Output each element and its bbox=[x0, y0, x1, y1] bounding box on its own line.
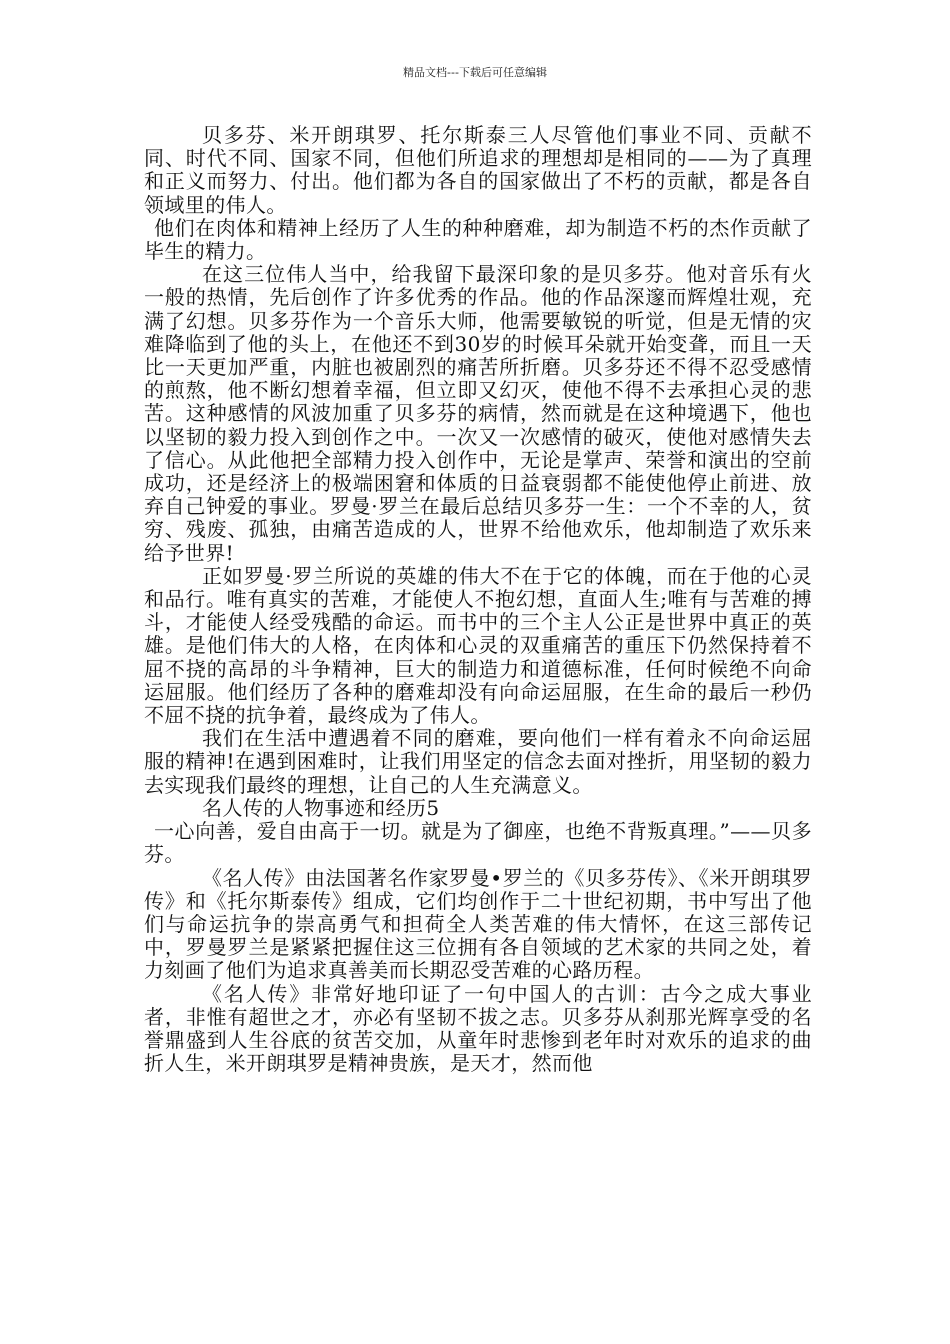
paragraph-quote: 一心向善，爱自由高于一切。就是为了御座，也绝不背叛真理。”——贝多芬。 bbox=[144, 819, 812, 867]
section-heading: 名人传的人物事迹和经历5 bbox=[202, 795, 440, 820]
paragraph-intro: 贝多芬、米开朗琪罗、托尔斯泰三人尽管他们事业不同、贡献不同、时代不同、国家不同，但他们所追求的理想却是相同的——为了真理和正义而努力、付出。他们都为各自的国家做出了不朽的贡献，都是各自领域里的伟人。 bbox=[144, 123, 812, 217]
page-header: 精品文档---下载后可任意编辑 bbox=[403, 66, 547, 79]
paragraph-beethoven: 在这三位伟人当中，给我留下最深印象的是贝多芬。他对音乐有火一般的热情，先后创作了许多优秀的作品。他的作品深邃而辉煌壮观，充满了幻想。贝多芬作为一个音乐大师，他需要敏锐的听觉，但是无情的灾难降临到了他的头上，在他还不到30岁的时候耳朵就开始变聋，而且一天比一天更加严重，内脏也被剧烈的痛苦所折磨。贝多芬还不得不忍受感情的煎熬，他不断幻想着幸福，但立即又幻灭，使他不得不去承担心灵的悲苦。这种感情的风波加重了贝多芬的病情，然而就是在这种境遇下，他也以坚韧的毅力投入到创作之中。一次又一次感情的破灭，使他对感情失去了信心。从此他把全部精力投入创作中，无论是掌声、荣誉和演出的空前成功，还是经济上的极端困窘和体质的日益衰弱都不能使他停止前进、放弃自己钟爱的事业。罗曼·罗兰在最后总结贝多芬一生：一个不幸的人，贫穷、残废、孤独，由痛苦造成的人，世界不给他欢乐，他却制造了欢乐来给予世界! bbox=[144, 262, 812, 565]
paragraph-reflection: 我们在生活中遭遇着不同的磨难，要向他们一样有着永不向命运屈服的精神!在遇到困难时，让我们用坚定的信念去面对挫折，用坚韧的毅力去实现我们最终的理想，让自己的人生充满意义。 bbox=[144, 726, 812, 797]
paragraph-heroes: 正如罗曼·罗兰所说的英雄的伟大不在于它的体魄，而在于他的心灵和品行。唯有真实的苦难，才能使人不抱幻想，直面人生;唯有与苦难的搏斗，才能使人经受残酷的命运。而书中的三个主人公正是世界中真正的英雄。是他们伟大的人格，在肉体和心灵的双重痛苦的重压下仍然保持着不屈不挠的高昂的斗争精神，巨大的制造力和道德标准，任何时候绝不向命运屈服。他们经历了各种的磨难却没有向命运屈服，在生命的最后一秒仍不屈不挠的抗争着，最终成为了伟人。 bbox=[144, 563, 812, 728]
paragraph-proverb: 《名人传》非常好地印证了一句中国人的古训：古今之成大事业者，非惟有超世之才，亦必有坚韧不拔之志。贝多芬从刹那光辉享受的名誉鼎盛到人生谷底的贫苦交加，从童年时悲惨到老年时对欢乐的追求的曲折人生，米开朗琪罗是精神贵族，是天才，然而他 bbox=[144, 981, 812, 1076]
paragraph-hardship: 他们在肉体和精神上经历了人生的种种磨难，却为制造不朽的杰作贡献了毕生的精力。 bbox=[144, 215, 812, 264]
document-body bbox=[144, 124, 812, 1075]
paragraph-book-intro: 《名人传》由法国著名作家罗曼•罗兰的《贝多芬传》、《米开朗琪罗传》和《托尔斯泰传》组成，它们均创作于二十世纪初期，书中写出了他们与命运抗争的崇高勇气和担荷全人类苦难的伟大情怀，在这三部传记中，罗曼罗兰是紧紧把握住这三位拥有各自领域的艺术家的共同之处，着力刻画了他们为追求真善美而长期忍受苦难的心路历程。 bbox=[144, 865, 812, 983]
